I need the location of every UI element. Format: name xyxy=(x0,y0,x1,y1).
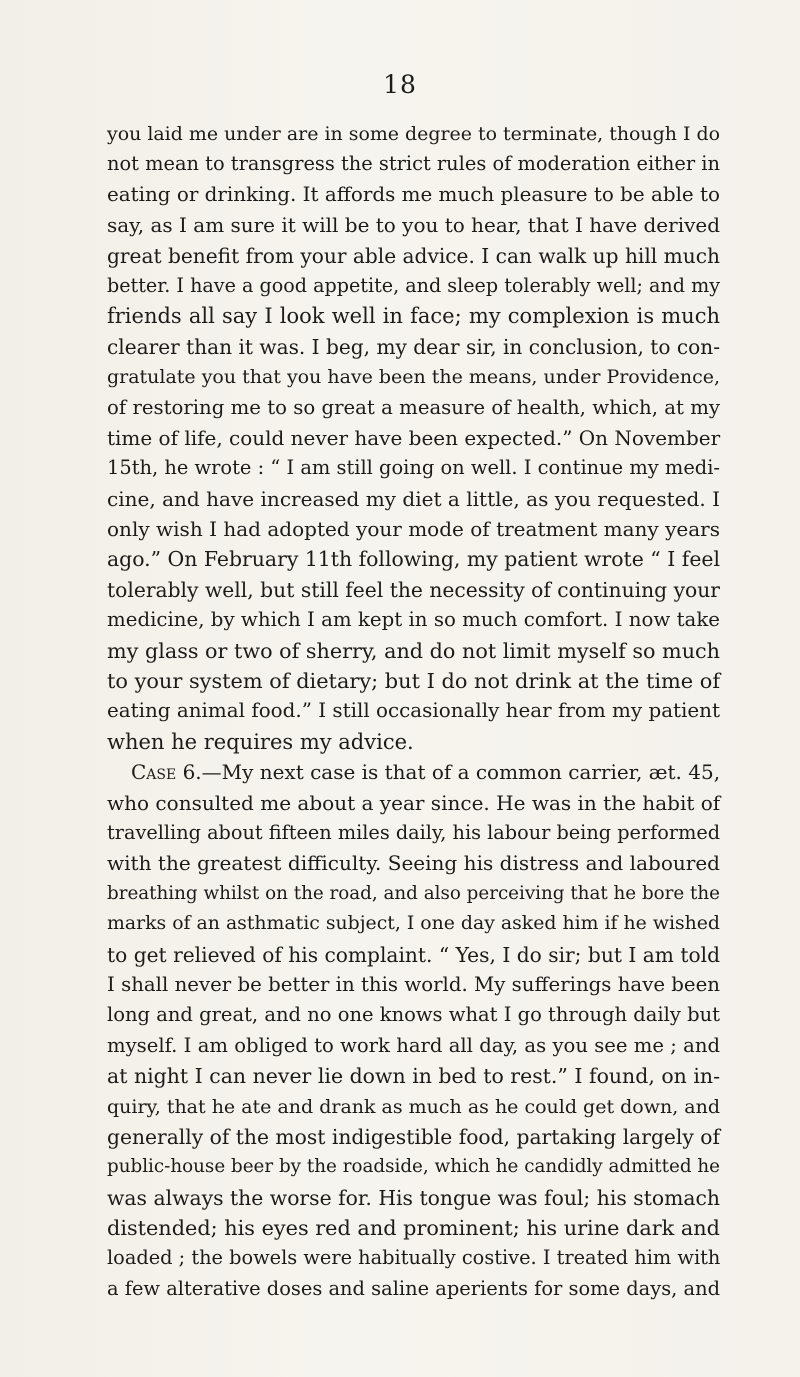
text-line: medicine, by which I am kept in so much comfort. I now take xyxy=(107,608,720,632)
text-line: a few alterative doses and saline aperients for some days, and xyxy=(107,1276,720,1300)
case-heading-line xyxy=(107,757,720,787)
text-line: my glass or two of sherry, and do not limit myself so much xyxy=(107,638,720,663)
case-heading: Case 6. xyxy=(131,760,202,785)
text-line: clearer than it was. I beg, my dear sir, in conclusion, to con- xyxy=(107,334,721,359)
text-line: to your system of dietary; but I do not drink at the time of xyxy=(107,669,721,694)
body-text xyxy=(107,119,720,1304)
text-line: at night I can never lie down in bed to rest.” I found, on in- xyxy=(107,1064,720,1089)
text-line: to get relieved of his complaint. “ Yes, I do sir; but I am told xyxy=(107,942,720,967)
text-line: breathing whilst on the road, and also perceiving that he bore the xyxy=(107,882,720,904)
text-line: ago.” On February 11th following, my patient wrote “ I feel xyxy=(107,547,720,572)
text-line: cine, and have increased my diet a little, as you requested. I xyxy=(107,486,720,511)
text-line: travelling about fifteen miles daily, his labour being performed xyxy=(107,820,721,844)
text-line: I shall never be better in this world. My sufferings have been xyxy=(107,972,720,996)
page-number: 18 xyxy=(383,70,417,99)
text-line: long and great, and no one knows what I go through daily but xyxy=(107,1003,720,1027)
text-line: better. I have a good appetite, and sleep tolerably well; and my xyxy=(107,273,720,297)
text-line: friends all say I look well in face; my complexion is much xyxy=(107,304,720,329)
text-line: not mean to transgress the strict rules of moderation either in xyxy=(107,152,720,176)
text-line: was always the worse for. His tongue was foul; his stomach xyxy=(107,1185,720,1210)
text-line: 15th, he wrote : “ I am still going on well. I continue my medi- xyxy=(107,456,720,480)
text-line: quiry, that he ate and drank as much as he could get down, and xyxy=(107,1095,720,1118)
text-line: only wish I had adopted your mode of treatment many years xyxy=(107,517,721,542)
text-line: when he requires my advice. xyxy=(107,729,414,754)
text-line: with the greatest difficulty. Seeing his distress and laboured xyxy=(107,851,720,876)
text-line: of restoring me to so great a measure of health, which, at my xyxy=(107,395,720,419)
text-line: you laid me under are in some degree to terminate, though I do xyxy=(107,123,720,145)
text-line: tolerably well, but still feel the necessity of continuing your xyxy=(107,577,720,602)
text-line: great benefit from your able advice. I can walk up hill much xyxy=(107,243,720,268)
text-line: public-house beer by the roadside, which he candidly admitted he xyxy=(107,1156,720,1178)
text-line: myself. I am obliged to work hard all day, as you see me ; and xyxy=(107,1033,720,1057)
text-line: —My next case is that of a common carrier, æt. 45, xyxy=(201,760,721,785)
text-line: eating or drinking. It affords me much pleasure to be able to xyxy=(107,182,720,206)
text-line: distended; his eyes red and prominent; his urine dark and xyxy=(107,1216,720,1241)
text-line: marks of an asthmatic subject, I one day asked him if he wished xyxy=(107,913,720,935)
text-line: generally of the most indigestible food, partaking largely of xyxy=(107,1124,720,1149)
text-line: gratulate you that you have been the means, under Providence, xyxy=(107,366,721,389)
text-line: say, as I am sure it will be to you to hear, that I have derived xyxy=(107,213,720,238)
text-line: eating animal food.” I still occasionally hear from my patient xyxy=(107,699,720,723)
text-line: loaded ; the bowels were habitually costive. I treated him with xyxy=(107,1246,721,1270)
text-line: time of life, could never have been expected.” On November xyxy=(107,425,721,450)
text-line: who consulted me about a year since. He was in the habit of xyxy=(107,790,721,815)
